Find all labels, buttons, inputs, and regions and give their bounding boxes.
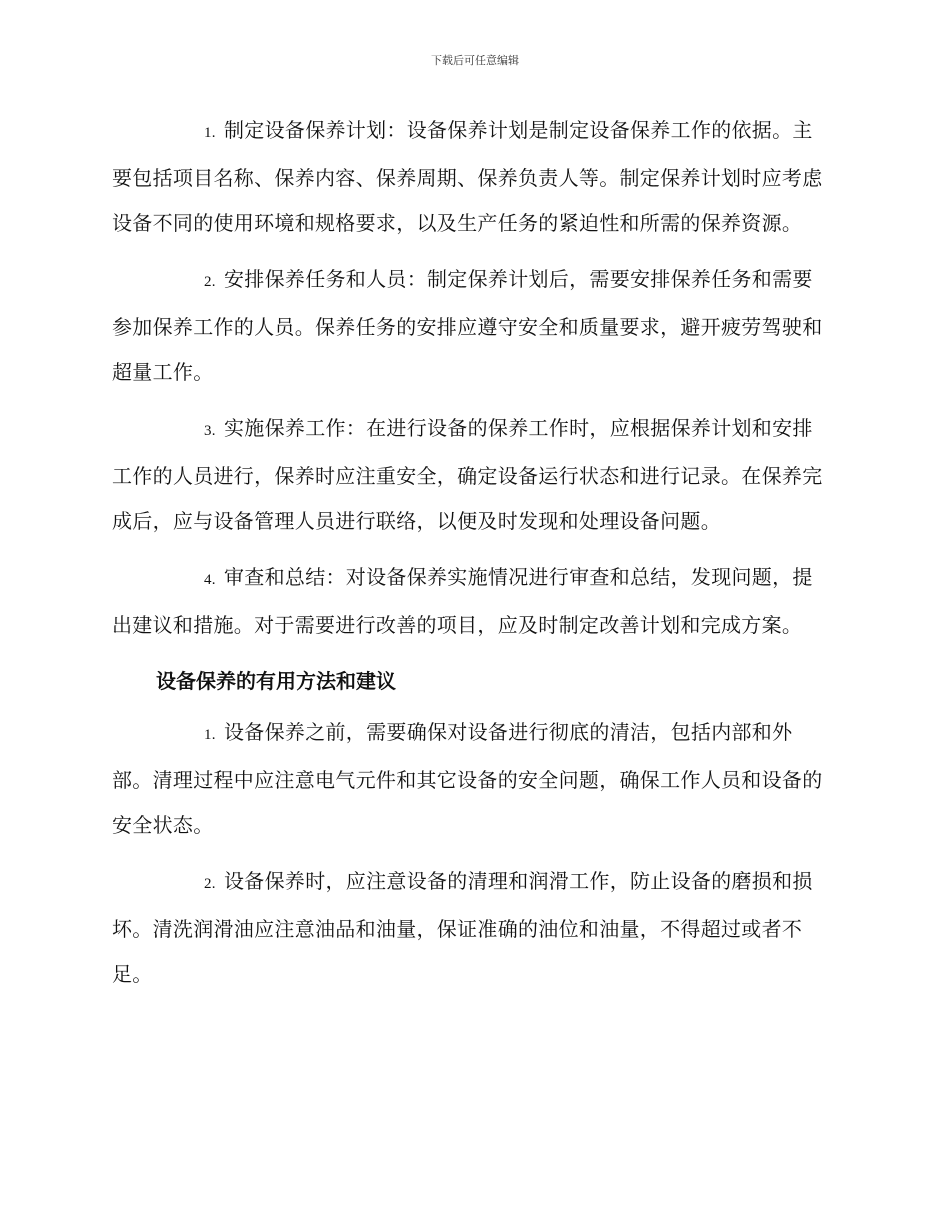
- list-text: 设备保养时，应注意设备的清理和润滑工作，防止设备的磨损和损坏。清洗润滑油应注意油品和油量，保证准确的油位和油量，不得超过或者不足。: [112, 869, 813, 986]
- list-number: 3.: [204, 423, 216, 439]
- list-text: 设备保养之前，需要确保对设备进行彻底的清洁，包括内部和外部。清理过程中应注意电气元件和其它设备的安全问题，确保工作人员和设备的安全状态。: [112, 720, 823, 837]
- list-item: [112, 406, 832, 544]
- list-number: 1.: [204, 727, 216, 743]
- page-header: 下载后可任意编辑: [431, 54, 519, 67]
- list-number: 2.: [204, 876, 216, 892]
- list-number: 4.: [204, 572, 216, 588]
- list-item: [112, 108, 832, 246]
- section-heading: 设备保养的有用方法和建议: [156, 669, 396, 693]
- list-text: 制定设备保养计划：设备保养计划是制定设备保养工作的依据。主要包括项目名称、保养内容、保养周期、保养负责人等。制定保养计划时应考虑设备不同的使用环境和规格要求，以及生产任务的紧迫性和所需的保养资源。: [112, 118, 823, 235]
- document-body: [112, 108, 832, 1008]
- list-item: [112, 257, 832, 395]
- list-number: 2.: [204, 274, 216, 290]
- list-number: 1.: [204, 125, 216, 141]
- list-item: [112, 555, 832, 648]
- list-item: [112, 859, 832, 997]
- list-text: 安排保养任务和人员：制定保养计划后，需要安排保养任务和需要参加保养工作的人员。保养任务的安排应遵守安全和质量要求，避开疲劳驾驶和超量工作。: [112, 267, 823, 384]
- list-item: [112, 710, 832, 848]
- list-text: 实施保养工作：在进行设备的保养工作时，应根据保养计划和安排工作的人员进行，保养时应注重安全，确定设备运行状态和进行记录。在保养完成后，应与设备管理人员进行联络，以便及时发现和处理设备问题。: [112, 416, 823, 533]
- list-text: 审查和总结：对设备保养实施情况进行审查和总结，发现问题，提出建议和措施。对于需要进行改善的项目，应及时制定改善计划和完成方案。: [112, 565, 813, 637]
